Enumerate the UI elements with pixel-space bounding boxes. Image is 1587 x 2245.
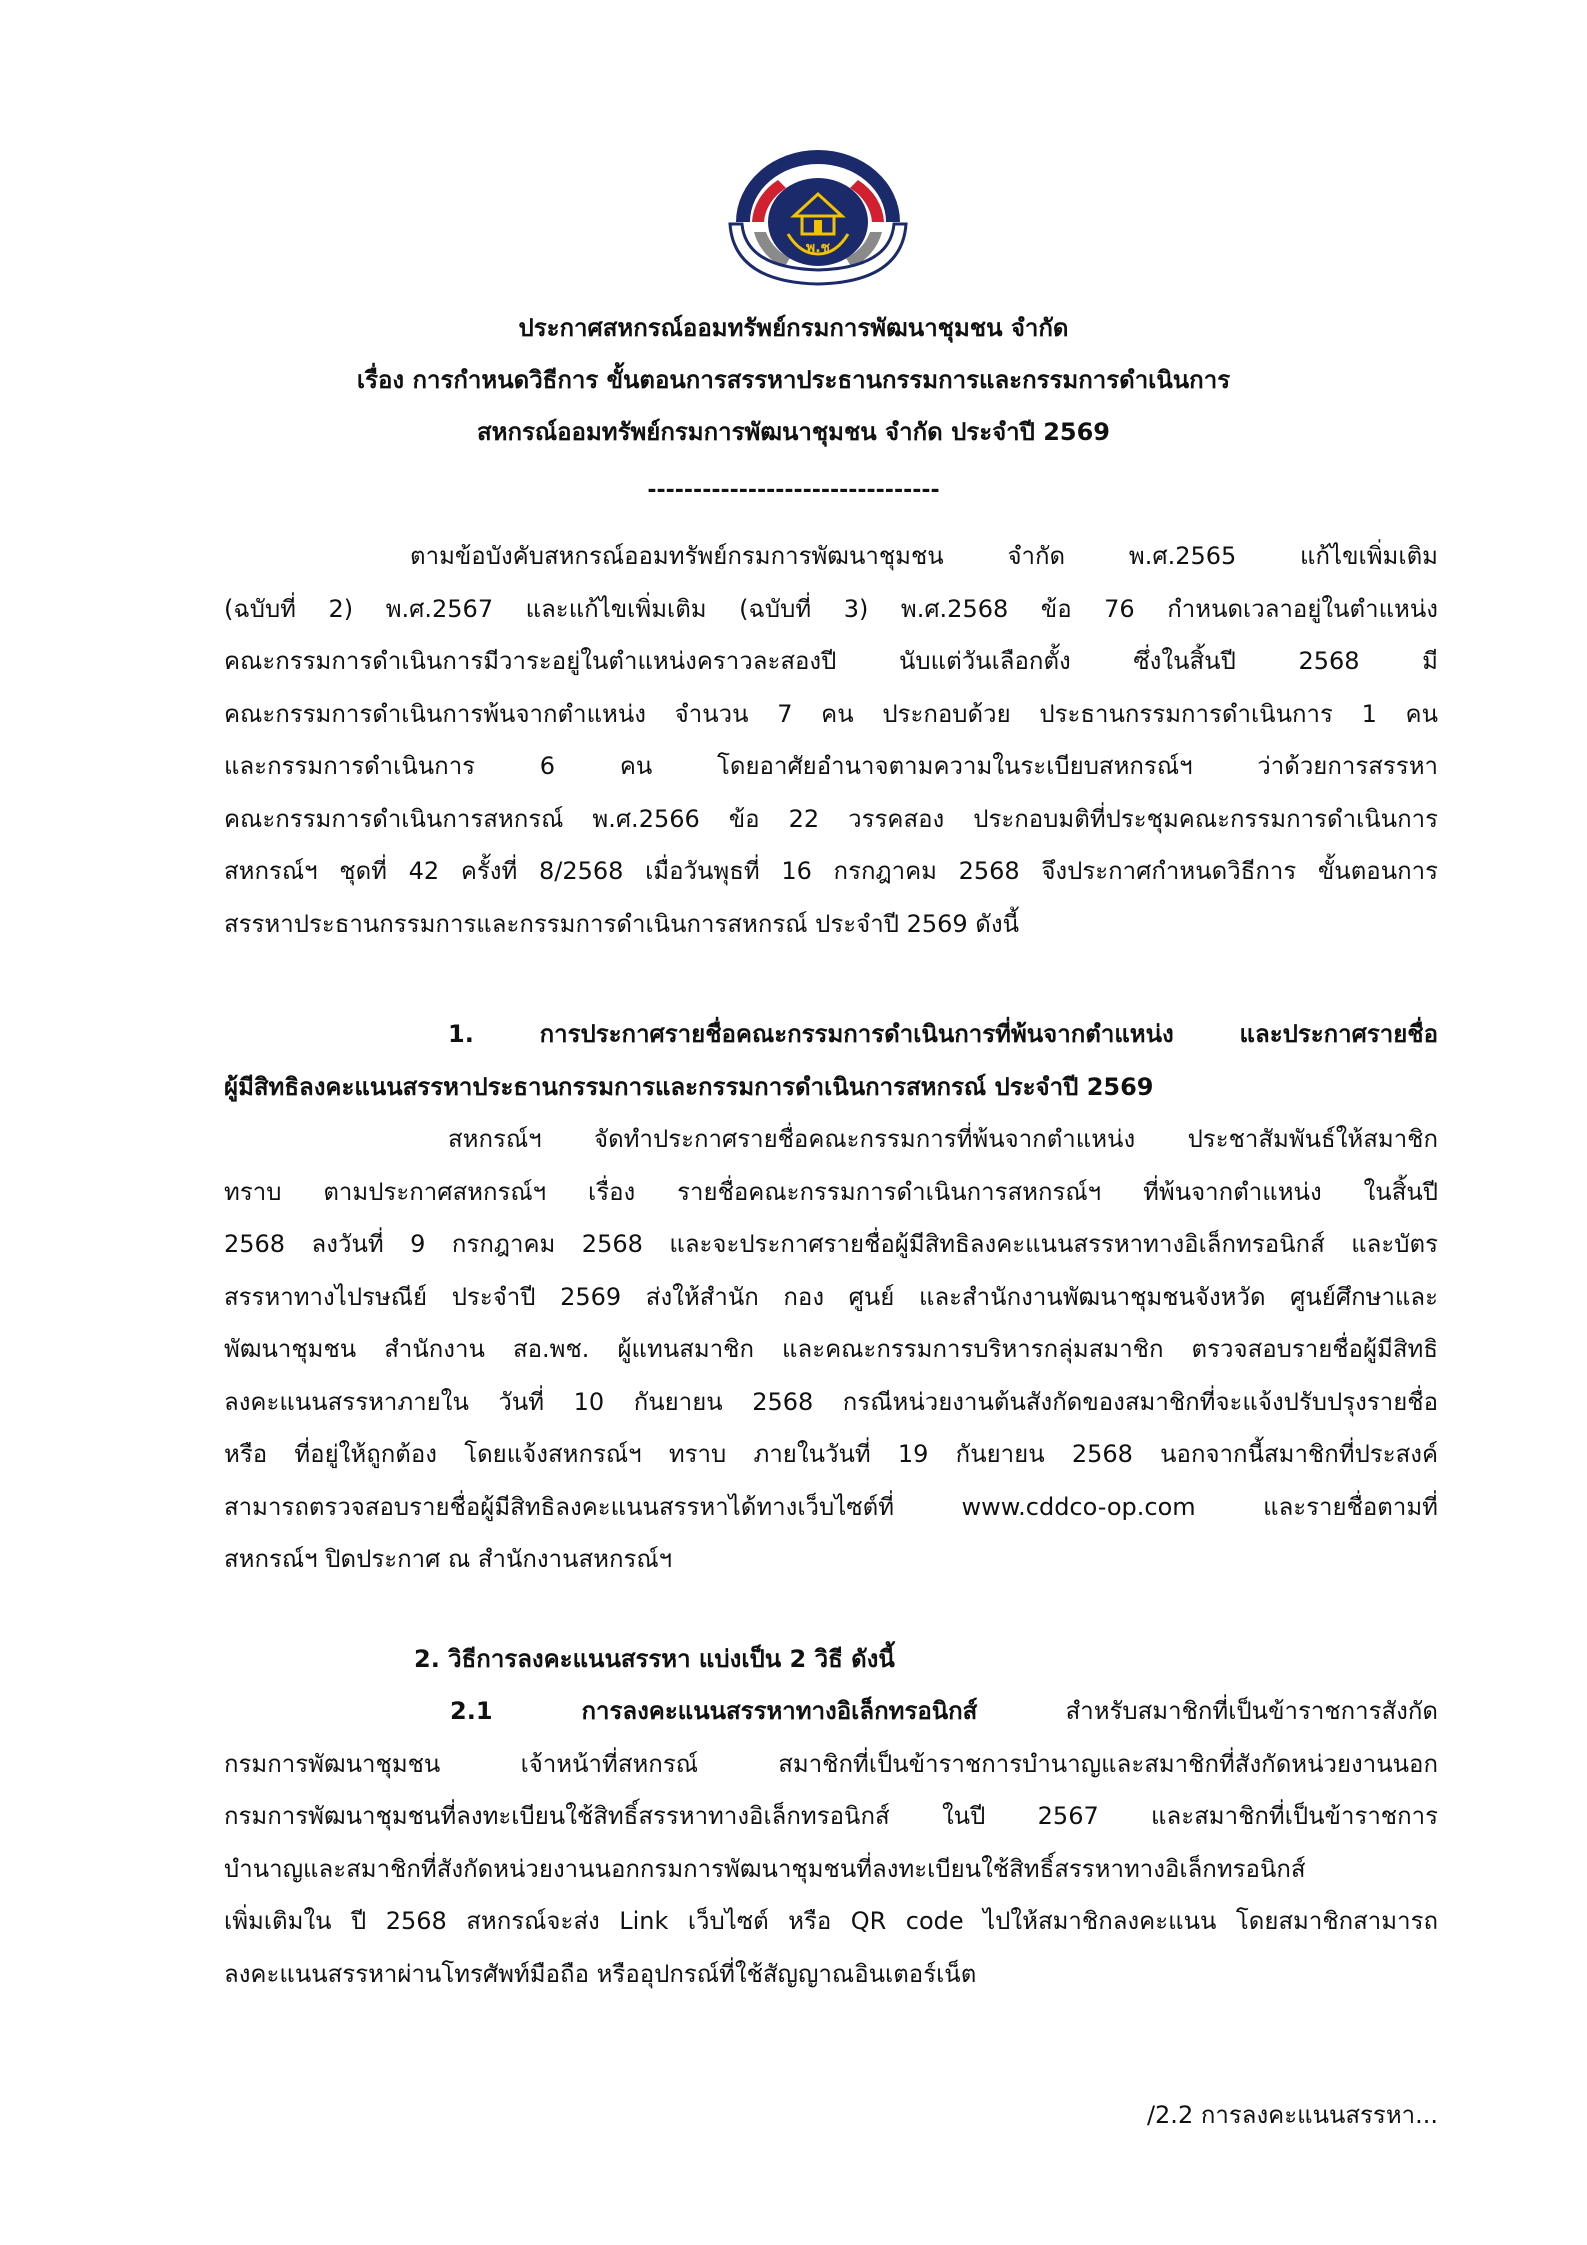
paragraph-line: สรรหาประธานกรรมการและกรรมการดำเนินการสหกรณ์ ประจำปี 2569 ดังนี้ bbox=[224, 909, 1019, 938]
paragraph-line: ลงคะแนนสรรหาภายใน วันที่ 10 กันยายน 2568 กรณีหน่วยงานต้นสังกัดของสมาชิกที่จะแจ้งปรับปรุงรายชื่อ bbox=[224, 1387, 1438, 1416]
paragraph-line: (ฉบับที่ 2) พ.ศ.2567 และแก้ไขเพิ่มเติม (ฉบับที่ 3) พ.ศ.2568 ข้อ 76 กำหนดเวลาอยู่ในตำแหน่ง bbox=[224, 594, 1438, 623]
header-org-year: สหกรณ์ออมทรัพย์กรมการพัฒนาชุมชน จำกัด ประจำปี 2569 bbox=[476, 418, 1111, 446]
section-2-heading bbox=[224, 1633, 1438, 1686]
paragraph-line: สามารถตรวจสอบรายชื่อผู้มีสิทธิลงคะแนนสรรหาได้ทางเว็บไซต์ที่ www.cddco-op.com และรายชื่อตามที่ bbox=[224, 1492, 1438, 1521]
paragraph-line: บำนาญและสมาชิกที่สังกัดหน่วยงานนอกกรมการพัฒนาชุมชนที่ลงทะเบียนใช้สิทธิ์สรรหาทางอิเล็กทรอนิกส์ bbox=[224, 1854, 1306, 1883]
sub-section-first-line bbox=[224, 1685, 1438, 1738]
header-subject: เรื่อง การกำหนดวิธีการ ขั้นตอนการสรรหาประธานกรรมการและกรรมการดำเนินการ bbox=[356, 366, 1231, 394]
paragraph-line: ตามข้อบังคับสหกรณ์ออมทรัพย์กรมการพัฒนาชุมชน จำกัด พ.ศ.2565 แก้ไขเพิ่มเติม bbox=[410, 542, 1438, 570]
announcement-header bbox=[120, 302, 1467, 458]
section-2-1-body bbox=[224, 1685, 1438, 2000]
cooperative-logo-icon bbox=[708, 136, 928, 288]
paragraph-line: 2568 ลงวันที่ 9 กรกฎาคม 2568 และจะประกาศรายชื่อผู้มีสิทธิลงคะแนนสรรหาทางอิเล็กทรอนิกส์ และบัตร bbox=[224, 1230, 1438, 1258]
intro-paragraph bbox=[224, 530, 1438, 950]
header-title: ประกาศสหกรณ์ออมทรัพย์กรมการพัฒนาชุมชน จำกัด bbox=[518, 314, 1069, 342]
paragraph-line: สหกรณ์ฯ จัดทำประกาศรายชื่อคณะกรรมการที่พ้นจากตำแหน่ง ประชาสัมพันธ์ให้สมาชิก bbox=[448, 1125, 1438, 1153]
paragraph-line: หรือ ที่อยู่ให้ถูกต้อง โดยแจ้งสหกรณ์ฯ ทราบ ภายในวันที่ 19 กันยายน 2568 นอกจากนี้สมาชิกที่ประสงค์ bbox=[224, 1440, 1438, 1468]
paragraph-line: และกรรมการดำเนินการ 6 คน โดยอาศัยอำนาจตามความในระเบียบสหกรณ์ฯ ว่าด้วยการสรรหา bbox=[224, 752, 1438, 780]
sub-section-first-rest: สำหรับสมาชิกที่เป็นข้าราชการสังกัด bbox=[977, 1697, 1438, 1725]
paragraph-line: ทราบ ตามประกาศสหกรณ์ฯ เรื่อง รายชื่อคณะกรรมการดำเนินการสหกรณ์ฯ ที่พ้นจากตำแหน่ง ในสิ้นปี bbox=[224, 1177, 1438, 1206]
paragraph-line: สรรหาทางไปรษณีย์ ประจำปี 2569 ส่งให้สำนัก กอง ศูนย์ และสำนักงานพัฒนาชุมชนจังหวัด ศูนย์ศึกษาและ bbox=[224, 1282, 1438, 1311]
paragraph-line: สหกรณ์ฯ ปิดประกาศ ณ สำนักงานสหกรณ์ฯ bbox=[224, 1545, 673, 1573]
paragraph-line: คณะกรรมการดำเนินการมีวาระอยู่ในตำแหน่งคราวละสองปี นับแต่วันเลือกตั้ง ซึ่งในสิ้นปี 2568 มี bbox=[224, 647, 1438, 675]
paragraph-line: สหกรณ์ฯ ชุดที่ 42 ครั้งที่ 8/2568 เมื่อวันพุธที่ 16 กรกฎาคม 2568 จึงประกาศกำหนดวิธีการ ขั้นตอนการ bbox=[224, 857, 1439, 885]
logo-center-text: พ.ช bbox=[805, 240, 831, 256]
section-1-body bbox=[224, 1113, 1438, 1586]
paragraph-line: พัฒนาชุมชน สำนักงาน สอ.พช. ผู้แทนสมาชิก และคณะกรรมการบริหารกลุ่มสมาชิก ตรวจสอบรายชื่อผู้มีสิทธิ bbox=[224, 1335, 1438, 1363]
paragraph-line: กรมการพัฒนาชุมชน เจ้าหน้าที่สหกรณ์ สมาชิกที่เป็นข้าราชการบำนาญและสมาชิกที่สังกัดหน่วยงานนอก bbox=[224, 1749, 1438, 1778]
section-heading-line: ผู้มีสิทธิลงคะแนนสรรหาประธานกรรมการและกรรมการดำเนินการสหกรณ์ ประจำปี 2569 bbox=[224, 1072, 1154, 1101]
header-divider: -------------------------------- bbox=[647, 478, 940, 503]
section-heading-line: 1. การประกาศรายชื่อคณะกรรมการดำเนินการที่พ้นจากตำแหน่ง และประกาศรายชื่อ bbox=[448, 1020, 1438, 1048]
page-continuation-note: /2.2 การลงคะแนนสรรหา... bbox=[1146, 2101, 1438, 2129]
section-heading-line: 2. วิธีการลงคะแนนสรรหา แบ่งเป็น 2 วิธี ดังนี้ bbox=[414, 1645, 895, 1673]
paragraph-line: เพิ่มเติมใน ปี 2568 สหกรณ์จะส่ง Link เว็บไซต์ หรือ QR code ไปให้สมาชิกลงคะแนน โดยสมาชิกสามารถ bbox=[224, 1907, 1438, 1935]
paragraph-line: คณะกรรมการดำเนินการพ้นจากตำแหน่ง จำนวน 7 คน ประกอบด้วย ประธานกรรมการดำเนินการ 1 คน bbox=[224, 699, 1438, 728]
paragraph-line: กรมการพัฒนาชุมชนที่ลงทะเบียนใช้สิทธิ์สรรหาทางอิเล็กทรอนิกส์ ในปี 2567 และสมาชิกที่เป็นข้าราชการ bbox=[224, 1802, 1438, 1830]
paragraph-line: ลงคะแนนสรรหาผ่านโทรศัพท์มือถือ หรืออุปกรณ์ที่ใช้สัญญาณอินเตอร์เน็ต bbox=[224, 1959, 977, 1988]
section-1-heading bbox=[224, 1008, 1438, 1113]
paragraph-line: คณะกรรมการดำเนินการสหกรณ์ พ.ศ.2566 ข้อ 22 วรรคสอง ประกอบมติที่ประชุมคณะกรรมการดำเนินการ bbox=[224, 804, 1438, 833]
sub-section-heading: 2.1 การลงคะแนนสรรหาทางอิเล็กทรอนิกส์ bbox=[450, 1697, 978, 1725]
